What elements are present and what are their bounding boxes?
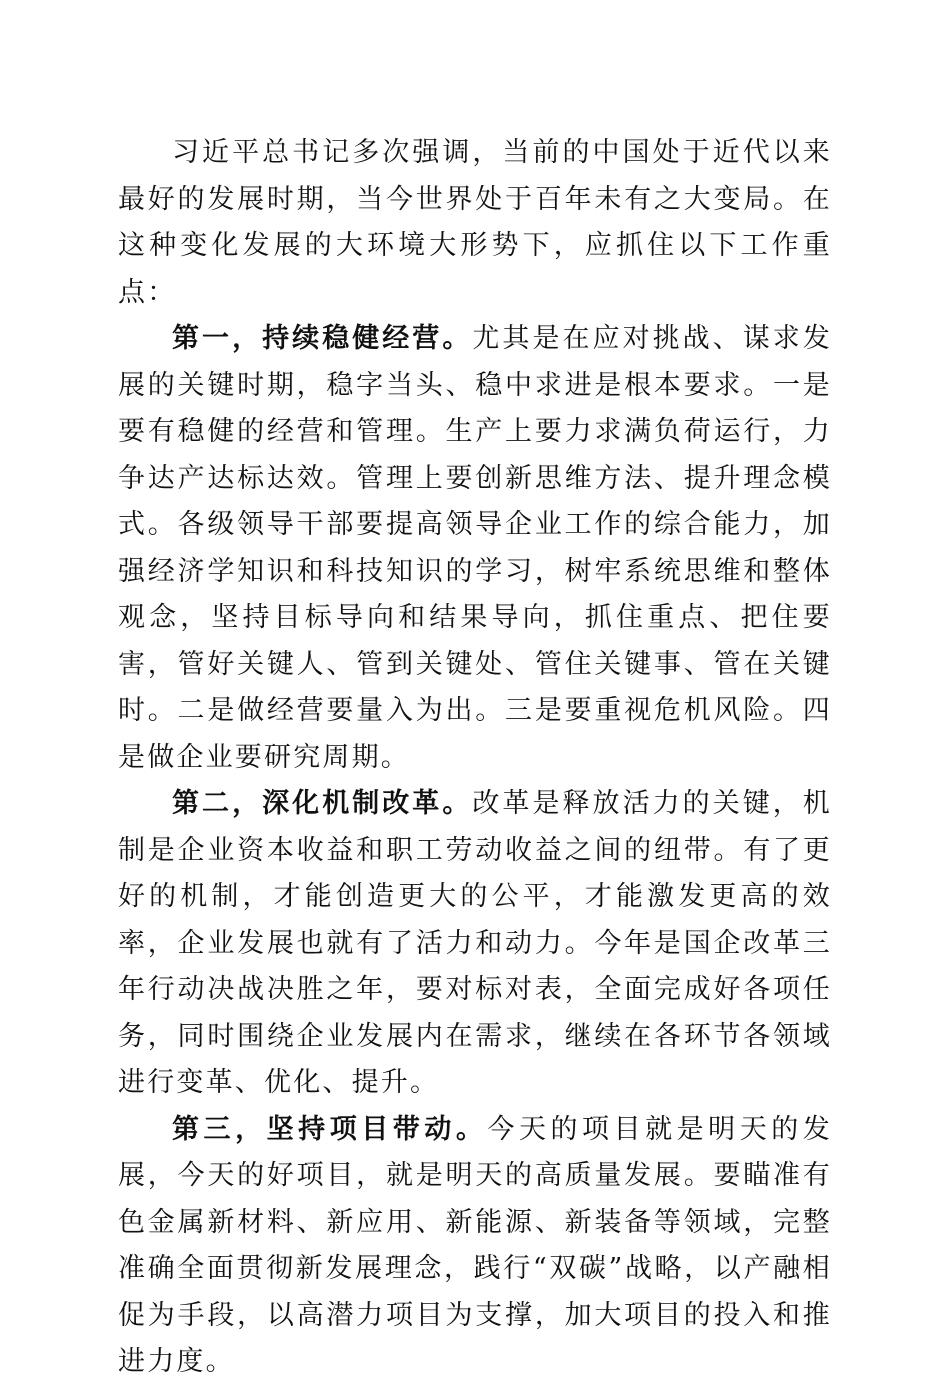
- paragraph-third-heading: 第三，坚持项目带动。: [172, 1113, 488, 1145]
- paragraph-intro: [118, 130, 832, 316]
- paragraph-second-text: 改革是释放活力的关键，机制是企业资本收益和职工劳动收益之间的纽带。有了更好的机制，才能创造更大的公平，才能激发更高的效率，企业发展也就有了活力和动力。今年是国企改革三年行动决战决胜之年，要对标对表，全面完成好各项任务，同时围绕企业发展内在需求，继续在各环节各领域进行变革、优化、提升。: [118, 788, 833, 1098]
- paragraph-first-text: 尤其是在应对挑战、谋求发展的关键时期，稳字当头、稳中求进是根本要求。一是要有稳健的经营和管理。生产上要力求满负荷运行，力争达产达标达效。管理上要创新思维方法、提升理念模式。各级领导干部要提高领导企业工作的综合能力，加强经济学知识和科技知识的学习，树牢系统思维和整体观念，坚持目标导向和结果导向，抓住重点、把住要害，管好关键人、管到关键处、管住关键事、管在关键时。二是做经营要量入为出。三是要重视危机风险。四是做企业要研究周期。: [118, 323, 833, 773]
- paragraph-first-heading: 第一，持续稳健经营。: [172, 323, 473, 354]
- document-body: [118, 130, 832, 1386]
- paragraph-third-text: 今天的项目就是明天的发展，今天的好项目，就是明天的高质量发展。要瞄准有色金属新材料、新应用、新能源、新装备等领域，完整准确全面贯彻新发展理念，践行“双碳”战略，以产融相促为手段，以高潜力项目为支撑，加大项目的投入和推进力度。: [118, 1113, 833, 1377]
- paragraph-second: [118, 781, 832, 1107]
- paragraph-intro-text: 习近平总书记多次强调，当前的中国处于近代以来最好的发展时期，当今世界处于百年未有之大变局。在这种变化发展的大环境大形势下，应抓住以下工作重点：: [118, 137, 832, 308]
- paragraph-second-heading: 第二，深化机制改革。: [172, 788, 473, 819]
- paragraph-first: [118, 316, 832, 781]
